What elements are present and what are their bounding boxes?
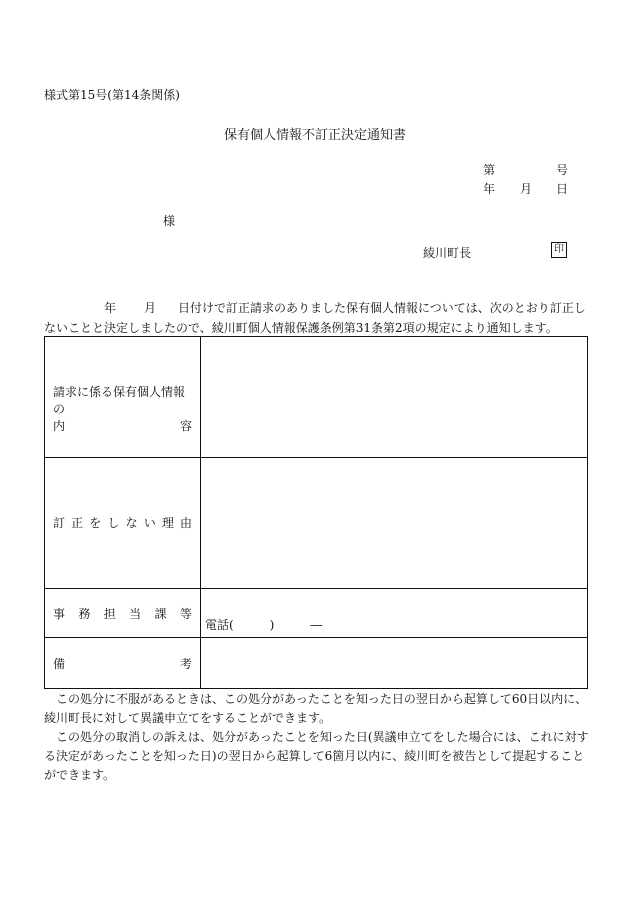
label-request-content-line2 xyxy=(53,417,192,434)
table-row-request-content xyxy=(45,337,588,458)
note-lawsuit: この処分の取消しの訴えは、処分があったことを知った日(異議申立てをした場合には、これに対する決定があったことを知った日)の翌日から起算して6箇月以内に、綾川町を被告として提起することができます。 xyxy=(44,730,589,782)
notice-details-table xyxy=(44,336,588,689)
intro-month-label: 月 xyxy=(144,301,157,315)
issuer-name: 綾川町長 xyxy=(423,246,472,260)
label-char: な xyxy=(125,516,138,530)
intro-line2-text: ないことと決定しましたので、綾川町個人情報保護条例第31条第2項の規定により通知します。 xyxy=(44,321,558,335)
label-char: 正 xyxy=(71,516,84,530)
value-cell-department[interactable] xyxy=(201,589,588,638)
label-remarks xyxy=(53,655,192,672)
date-day-label: 日 xyxy=(556,182,569,196)
reference-number-suffix: 号 xyxy=(556,163,569,177)
label-char: 由 xyxy=(179,516,192,530)
label-char: 訂 xyxy=(53,516,66,530)
label-cell-request-content xyxy=(45,337,201,458)
document-title: 保有個人情報不訂正決定通知書 xyxy=(223,128,406,143)
label-department xyxy=(53,605,192,622)
label-char: 担 xyxy=(103,607,116,621)
label-char: 備 xyxy=(53,657,66,671)
value-cell-remarks[interactable] xyxy=(201,638,588,689)
table-row-reason xyxy=(45,458,588,589)
label-char: 事 xyxy=(53,607,66,621)
label-char: 理 xyxy=(161,516,174,530)
label-char: 容 xyxy=(179,419,192,433)
label-char: 考 xyxy=(179,657,192,671)
intro-line1-text: 日付けで訂正請求のありました保有個人情報については、次のとおり訂正し xyxy=(178,301,586,315)
value-cell-request-content[interactable] xyxy=(201,337,588,458)
label-char: を xyxy=(89,516,102,530)
date-month-label: 月 xyxy=(520,182,533,196)
value-cell-reason[interactable] xyxy=(201,458,588,589)
label-reason xyxy=(53,514,192,531)
label-char: 課 xyxy=(154,607,167,621)
notes-section xyxy=(44,690,589,785)
label-char: い xyxy=(143,516,156,530)
intro-paragraph xyxy=(44,298,586,338)
table-row-remarks xyxy=(45,638,588,689)
label-char: 内 xyxy=(53,419,66,433)
form-number: 様式第15号(第14条関係) xyxy=(44,88,180,102)
table-row-department xyxy=(45,589,588,638)
label-cell-reason xyxy=(45,458,201,589)
date-year-label: 年 xyxy=(483,182,496,196)
label-request-content-line1: 請求に係る保有個人情報の xyxy=(53,385,186,416)
note-objection: この処分に不服があるときは、この処分があったことを知った日の翌日から起算して60日以内に、綾川町長に対して異議申立てをすることができます。 xyxy=(44,692,588,725)
label-cell-remarks xyxy=(45,638,201,689)
label-char: 等 xyxy=(179,607,192,621)
seal-stamp-mark: 印 xyxy=(551,242,567,258)
label-char: 務 xyxy=(78,607,91,621)
label-char: 当 xyxy=(129,607,142,621)
label-char: し xyxy=(107,516,120,530)
label-cell-department xyxy=(45,589,201,638)
intro-year-label: 年 xyxy=(104,301,117,315)
addressee-honorific: 様 xyxy=(163,214,176,228)
phone-number-field: 電話( ) ― xyxy=(205,618,323,632)
reference-number-prefix: 第 xyxy=(483,163,496,177)
